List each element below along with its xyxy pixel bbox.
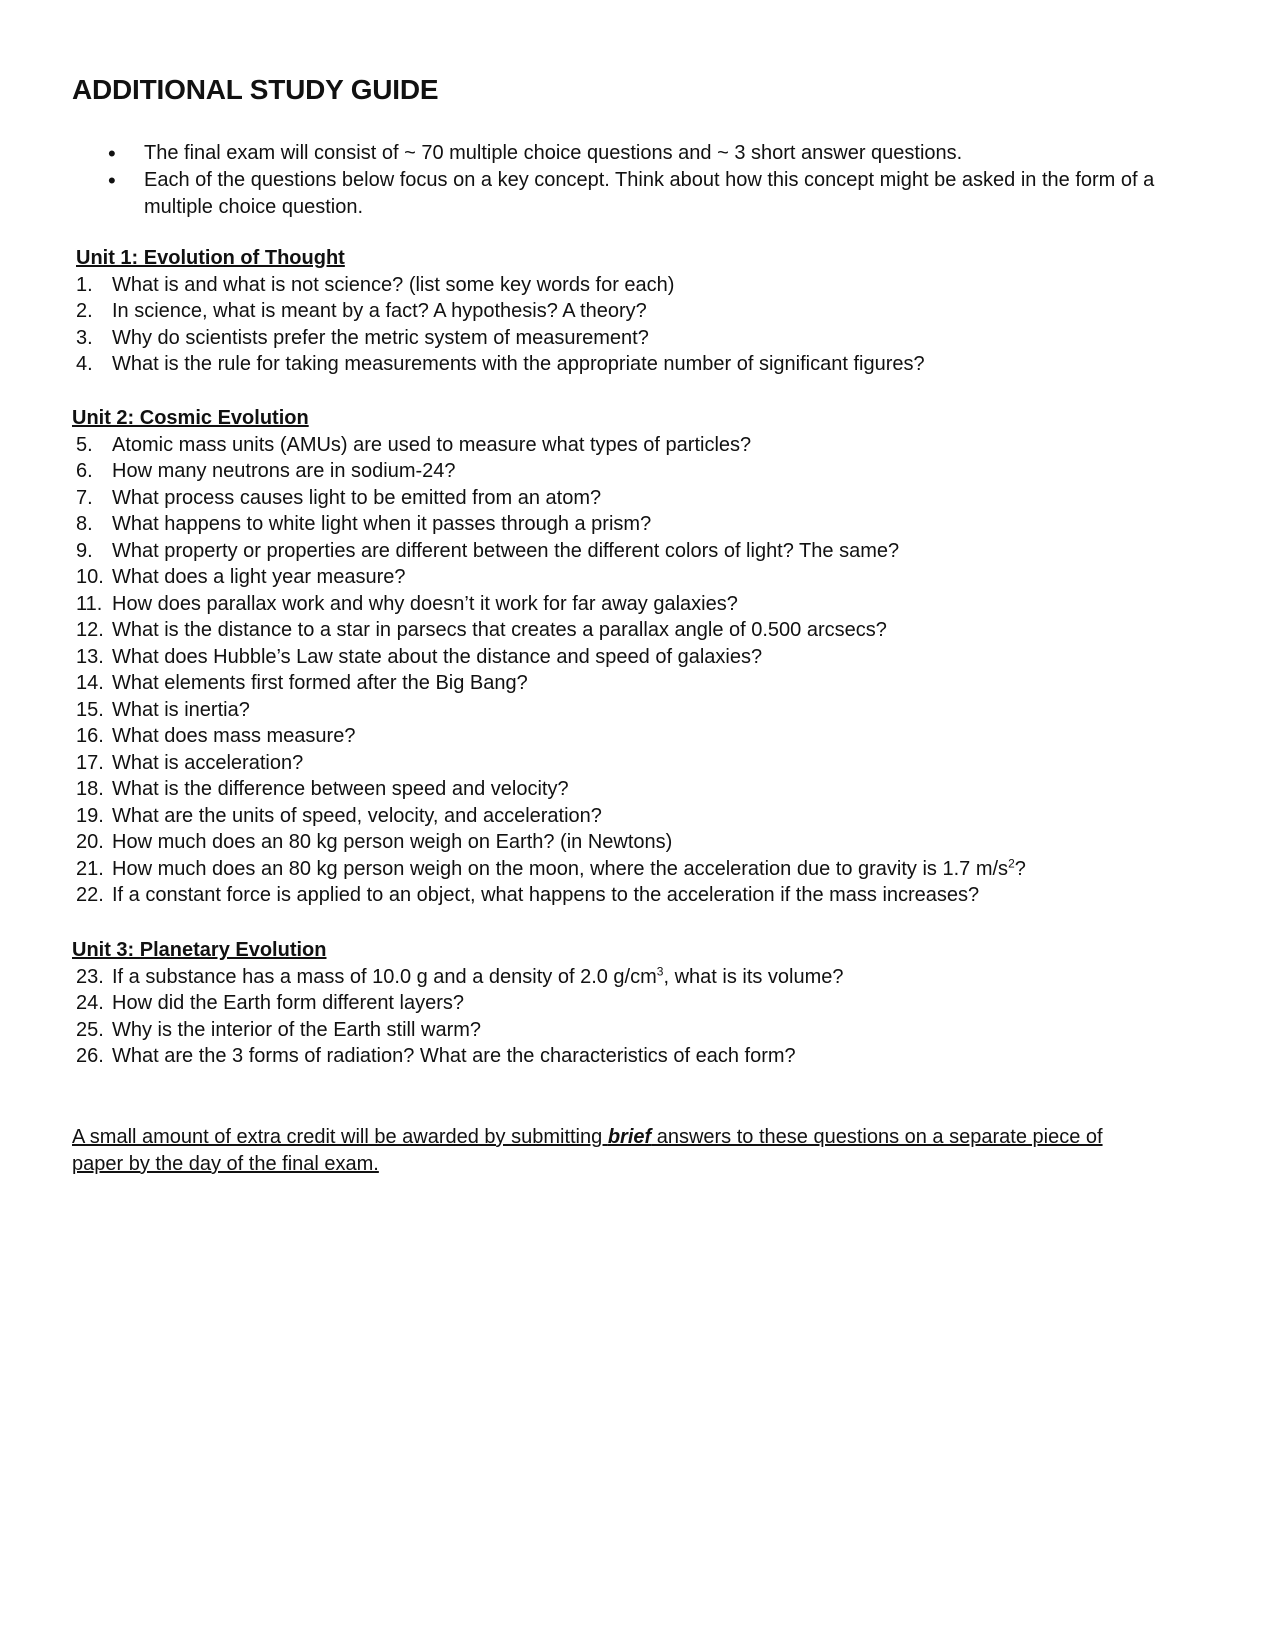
- question-text: If a constant force is applied to an object, what happens to the acceleration if the mass increases?: [112, 884, 980, 906]
- question-text: Atomic mass units (AMUs) are used to measure what types of particles?: [112, 433, 752, 456]
- question-number: 23.: [76, 965, 104, 988]
- intro-bullet: • The final exam will consist of ~ 70 multiple choice questions and ~ 3 short answer questions.: [108, 140, 1188, 167]
- question-number: 5.: [76, 433, 93, 456]
- question-number: 14.: [76, 672, 104, 694]
- question-number: 12.: [76, 619, 104, 641]
- question-number: 6.: [76, 460, 93, 482]
- question-text: What are the 3 forms of radiation? What are the characteristics of each form?: [112, 1045, 796, 1067]
- question-number: 15.: [76, 698, 104, 721]
- superscript: 2: [1008, 855, 1015, 870]
- question-item: [72, 1043, 1202, 1070]
- superscript: 3: [656, 963, 664, 978]
- question-item: [72, 750, 1202, 777]
- question-text: What process causes light to be emitted from an atom?: [112, 486, 602, 509]
- question-item: [72, 990, 1202, 1017]
- question-text: What elements first formed after the Big Bang?: [112, 672, 528, 694]
- question-text: How did the Earth form different layers?: [112, 992, 465, 1014]
- question-number: 19.: [76, 804, 104, 827]
- extra-credit-text-after: answers to these questions on a separate piece of paper by the day of the final exam.: [72, 1126, 1103, 1175]
- question-text: What property or properties are different between the different colors of light? The same?: [112, 539, 900, 562]
- question-text: How much does an 80 kg person weigh on the moon, where the acceleration due to gravity is 1.7 m/s: [112, 857, 1009, 880]
- question-item: [72, 485, 1202, 512]
- extra-credit-text-before: A small amount of extra credit will be awarded by submitting: [72, 1126, 608, 1148]
- question-item: [72, 1017, 1202, 1044]
- unit-3-heading: Unit 3: Planetary Evolution: [72, 939, 327, 961]
- unit-2-question-list: [72, 432, 1202, 909]
- question-text: What does mass measure?: [112, 725, 356, 747]
- question-text: If a substance has a mass of 10.0 g and a density of 2.0 g/cm: [112, 965, 657, 988]
- question-item: [72, 298, 1202, 325]
- question-number: 2.: [76, 300, 93, 322]
- question-text: What happens to white light when it passes through a prism?: [112, 513, 652, 535]
- question-number: 7.: [76, 486, 93, 509]
- question-number: 17.: [76, 751, 104, 774]
- question-item: [72, 538, 1202, 565]
- question-number: 22.: [76, 884, 104, 906]
- question-number: 20.: [76, 831, 104, 853]
- question-item: [72, 458, 1202, 485]
- question-text: What does a light year measure?: [112, 566, 406, 588]
- question-number: 8.: [76, 513, 93, 535]
- question-text: What does Hubble’s Law state about the distance and speed of galaxies?: [112, 645, 763, 668]
- question-text: What is the distance to a star in parsecs that creates a parallax angle of 0.500 arcsecs?: [112, 619, 887, 641]
- unit-1-heading: Unit 1: Evolution of Thought: [76, 247, 345, 269]
- unit-2-heading: Unit 2: Cosmic Evolution: [72, 407, 309, 429]
- question-item: [72, 272, 1202, 299]
- question-item: [72, 670, 1202, 697]
- question-item: [72, 829, 1202, 856]
- question-text: What is and what is not science? (list some key words for each): [112, 273, 675, 296]
- question-item: [72, 964, 1202, 991]
- question-text-after: , what is its volume?: [663, 965, 844, 988]
- question-item: [72, 644, 1202, 671]
- question-text: What is the rule for taking measurements with the appropriate number of significant figures?: [112, 353, 925, 375]
- question-number: 16.: [76, 725, 104, 747]
- question-item: [72, 723, 1202, 750]
- question-text-after: ?: [1014, 857, 1026, 880]
- question-item: [72, 351, 1202, 378]
- question-item: [72, 432, 1202, 459]
- question-text: Why do scientists prefer the metric system of measurement?: [112, 326, 649, 349]
- question-number: 3.: [76, 326, 93, 349]
- question-number: 9.: [76, 539, 93, 562]
- question-number: 26.: [76, 1045, 104, 1067]
- question-item: [72, 591, 1202, 618]
- question-item: [72, 697, 1202, 724]
- unit-3-question-list: [72, 964, 1202, 1070]
- question-text: What is inertia?: [112, 698, 250, 721]
- question-text: What are the units of speed, velocity, and acceleration?: [112, 804, 602, 827]
- unit-2-section: [72, 405, 1202, 909]
- question-text: In science, what is meant by a fact? A hypothesis? A theory?: [112, 300, 647, 322]
- question-number: 1.: [76, 273, 93, 296]
- question-item: [72, 617, 1202, 644]
- question-number: 25.: [76, 1018, 104, 1041]
- question-number: 24.: [76, 992, 104, 1014]
- question-number: 13.: [76, 645, 104, 668]
- question-number: 18.: [76, 778, 104, 800]
- question-item: [72, 511, 1202, 538]
- intro-bullet: • Each of the questions below focus on a key concept. Think about how this concept might be asked in the form of a multiple choice question.: [108, 167, 1188, 221]
- unit-1-question-list: [72, 272, 1202, 378]
- question-number: 4.: [76, 353, 93, 375]
- question-text: How many neutrons are in sodium-24?: [112, 460, 456, 482]
- question-item: [72, 803, 1202, 830]
- question-item: [72, 325, 1202, 352]
- question-text: What is acceleration?: [112, 751, 304, 774]
- page-title: ADDITIONAL STUDY GUIDE: [72, 74, 439, 105]
- question-item: [72, 882, 1202, 909]
- unit-1-section: [72, 245, 1202, 378]
- question-number: 21.: [76, 857, 104, 880]
- extra-credit-emphasis: brief: [607, 1126, 652, 1148]
- intro-bullet-list: [108, 140, 1188, 221]
- extra-credit-note: [72, 1124, 1152, 1178]
- question-text: Why is the interior of the Earth still warm?: [112, 1018, 482, 1041]
- question-number: 10.: [76, 566, 104, 588]
- question-item: [72, 564, 1202, 591]
- question-text: What is the difference between speed and velocity?: [112, 778, 569, 800]
- question-item: [72, 776, 1202, 803]
- unit-3-section: [72, 937, 1202, 1070]
- question-item: [72, 856, 1202, 883]
- question-text: How much does an 80 kg person weigh on Earth? (in Newtons): [112, 831, 673, 853]
- question-number: 11.: [76, 592, 103, 615]
- question-text: How does parallax work and why doesn’t it work for far away galaxies?: [112, 592, 738, 615]
